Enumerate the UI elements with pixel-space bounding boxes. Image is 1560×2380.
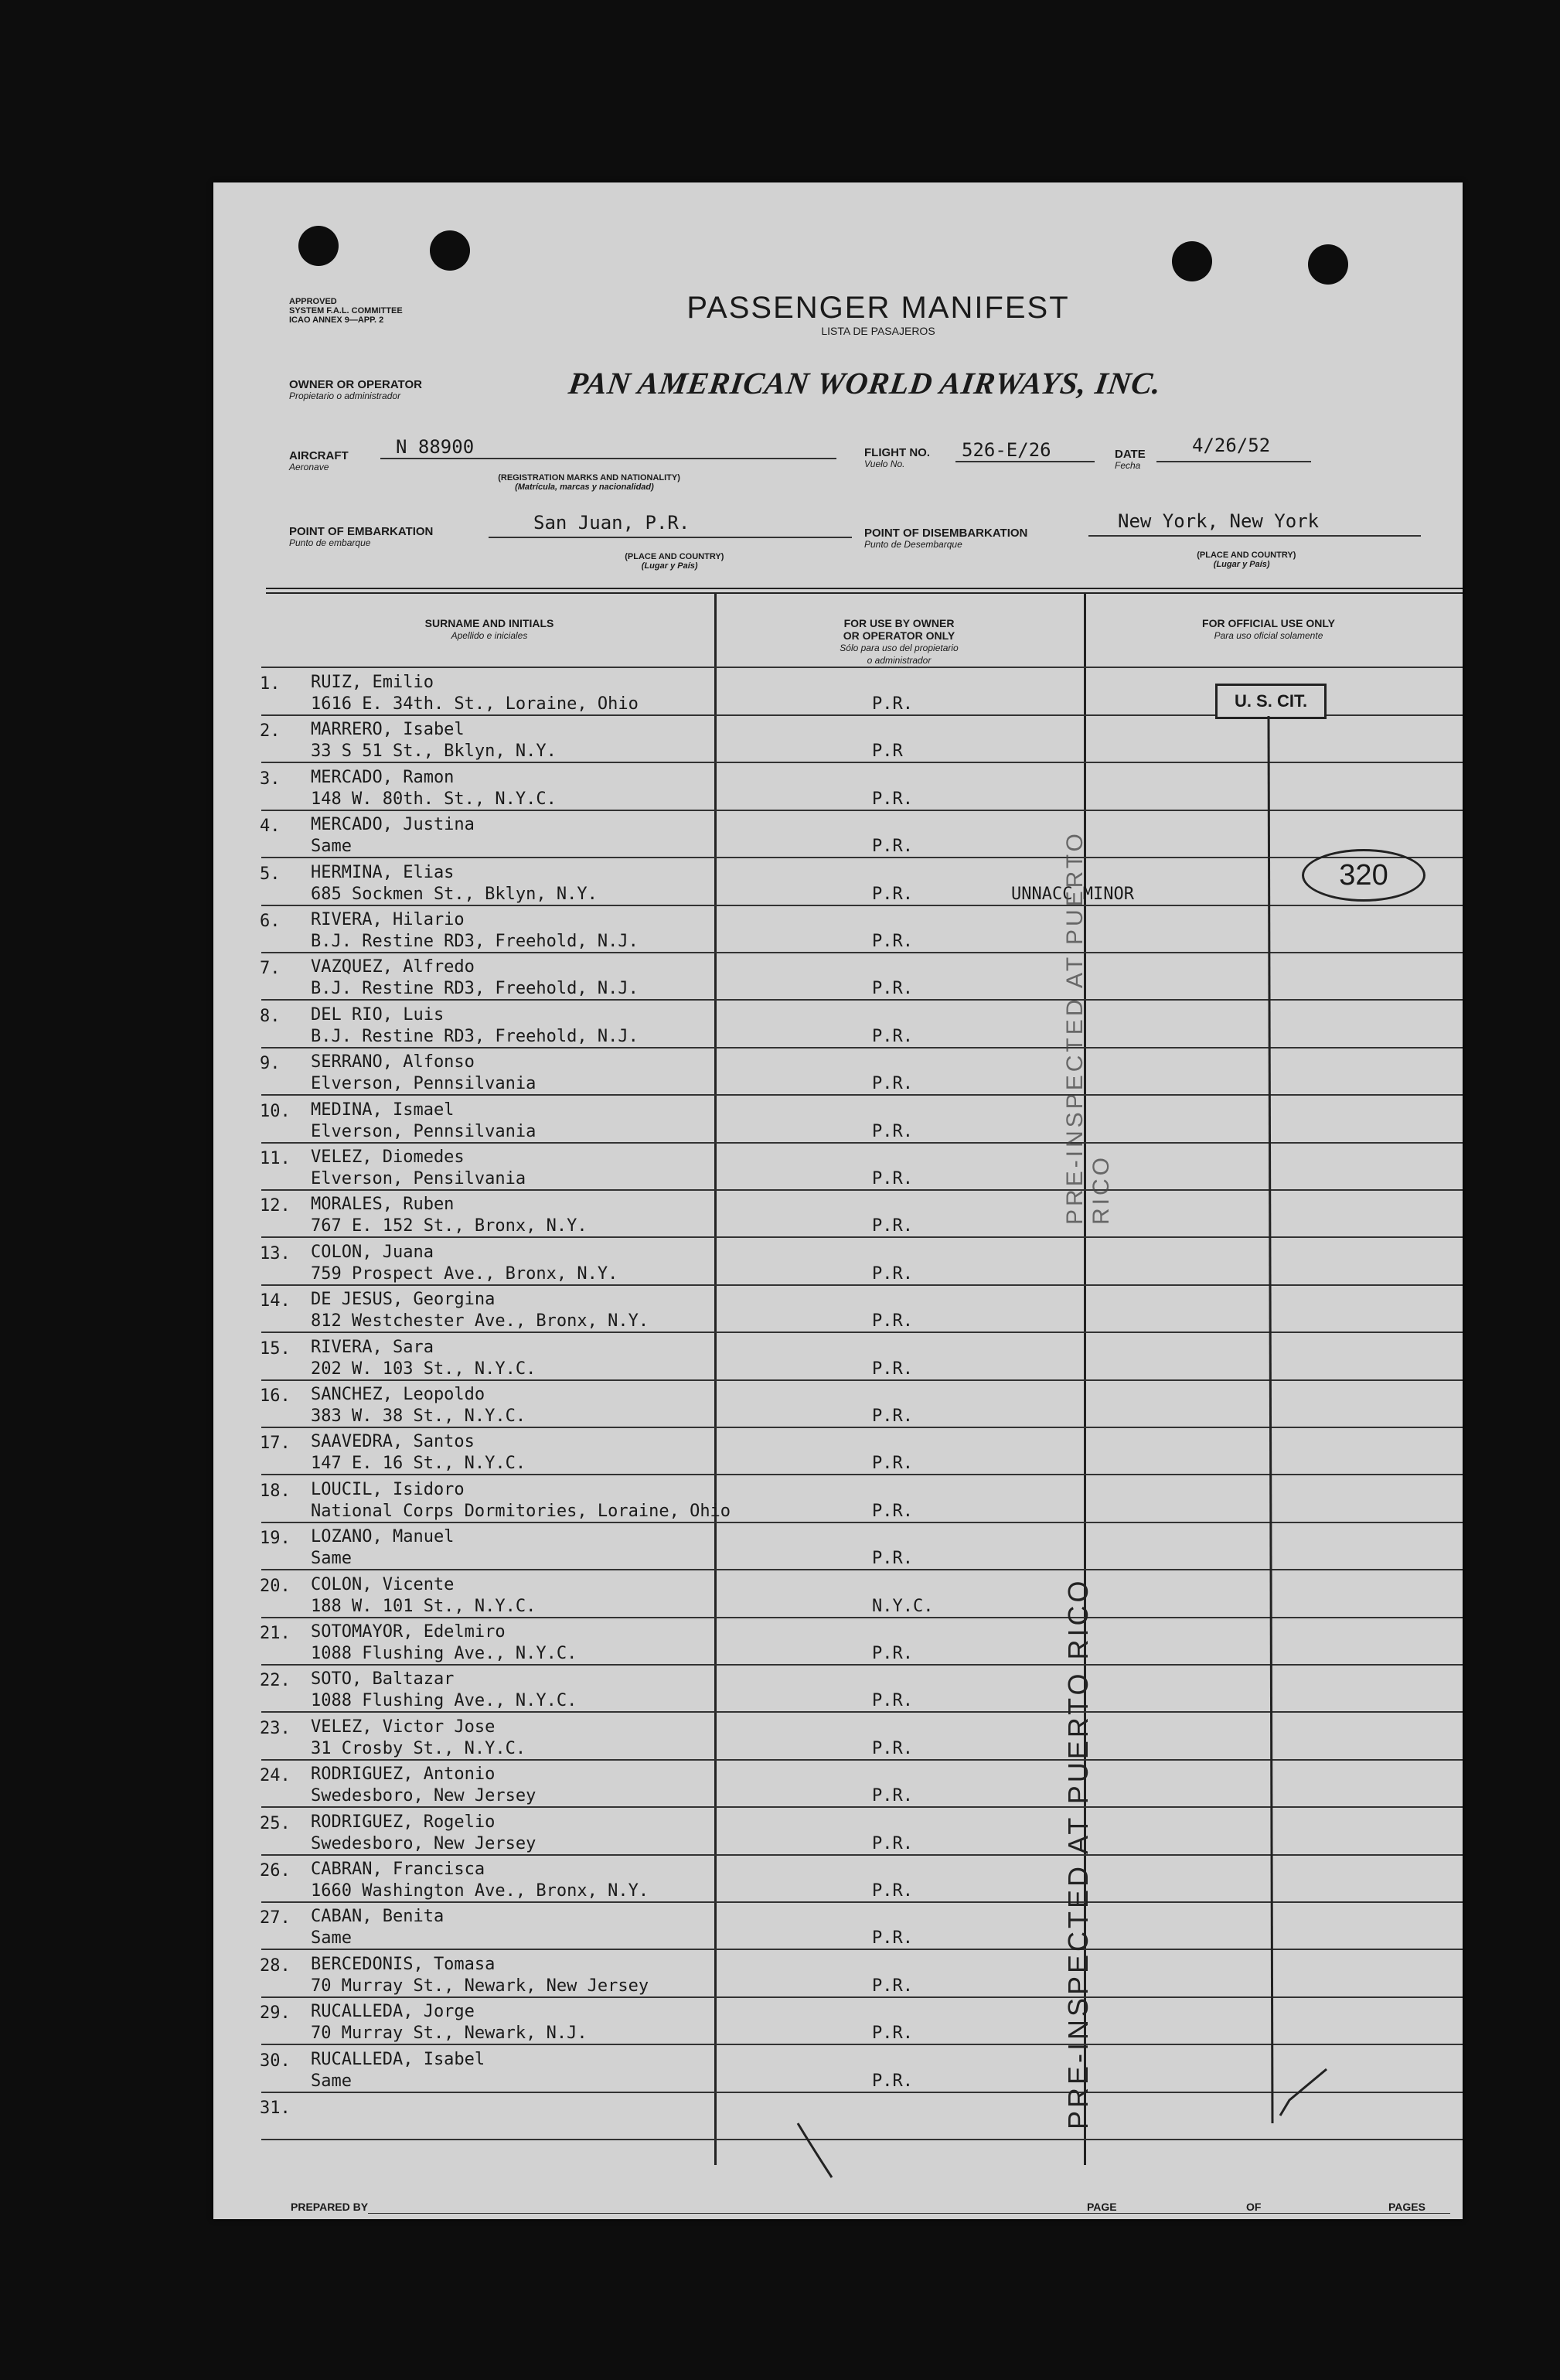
row-rule — [261, 999, 1463, 1001]
date-underline — [1156, 461, 1311, 462]
row-number: 3. — [260, 769, 281, 789]
row-number: 1. — [260, 674, 281, 694]
passenger-name: DEL RIO, Luis — [311, 1005, 444, 1025]
destination-code: P.R. — [872, 1691, 913, 1710]
passenger-name: CABAN, Benita — [311, 1907, 444, 1926]
passenger-address: National Corps Dormitories, Loraine, Ohio — [311, 1502, 731, 1521]
table-row — [213, 812, 1463, 858]
passenger-address: Same — [311, 837, 352, 856]
passenger-address: Swedesboro, New Jersey — [311, 1786, 536, 1805]
table-top-rule — [266, 588, 1463, 589]
table-row — [213, 1477, 1463, 1523]
passenger-address: 31 Crosby St., N.Y.C. — [311, 1739, 526, 1758]
punch-hole — [1308, 244, 1348, 285]
row-rule — [261, 1901, 1463, 1903]
row-number: 7. — [260, 959, 281, 978]
passenger-name: SERRANO, Alfonso — [311, 1052, 475, 1072]
passenger-address: B.J. Restine RD3, Freehold, N.J. — [311, 932, 639, 951]
flight-label: FLIGHT NO. Vuelo No. — [864, 446, 930, 469]
passenger-address: 767 E. 152 St., Bronx, N.Y. — [311, 1216, 588, 1236]
passenger-name: SOTOMAYOR, Edelmiro — [311, 1622, 506, 1642]
passenger-address: 812 Westchester Ave., Bronx, N.Y. — [311, 1311, 649, 1331]
destination-code: P.R. — [872, 789, 913, 809]
destination-code: P.R. — [872, 885, 913, 904]
passenger-address: Swedesboro, New Jersey — [311, 1834, 536, 1853]
passenger-address: Elverson, Pennsilvania — [311, 1074, 536, 1093]
pages-label: PAGES — [1388, 2201, 1425, 2213]
flight-value: 526-E/26 — [962, 439, 1051, 461]
destination-code: P.R. — [872, 1881, 913, 1901]
passenger-name: RODRIGUEZ, Antonio — [311, 1765, 496, 1784]
row-number: 22. — [260, 1671, 291, 1690]
row-rule — [261, 1759, 1463, 1761]
row-rule — [261, 1617, 1463, 1618]
passenger-name: RODRIGUEZ, Rogelio — [311, 1812, 496, 1832]
destination-code: P.R. — [872, 1311, 913, 1331]
column-header-operator: FOR USE BY OWNER OR OPERATOR ONLY Sólo para uso del propietario o administrador — [840, 617, 959, 666]
row-number: 31. — [260, 2099, 291, 2118]
owner-label: OWNER OR OPERATOR Propietario o administrador — [289, 378, 422, 401]
passenger-address: 147 E. 16 St., N.Y.C. — [311, 1454, 526, 1473]
row-rule — [261, 1047, 1463, 1048]
row-number: 27. — [260, 1908, 291, 1928]
column-header-official: FOR OFFICIAL USE ONLY Para uso oficial solamente — [1202, 617, 1335, 641]
row-number: 4. — [260, 817, 281, 836]
destination-code: P.R. — [872, 1834, 913, 1853]
row-rule — [261, 1474, 1463, 1475]
destination-code: N.Y.C. — [872, 1597, 934, 1616]
of-label: OF — [1246, 2201, 1262, 2213]
row-number: 2. — [260, 721, 281, 741]
destination-code: P.R. — [872, 1169, 913, 1188]
table-row — [213, 1857, 1463, 1903]
passenger-address: 148 W. 80th. St., N.Y.C. — [311, 789, 557, 809]
passenger-name: LOZANO, Manuel — [311, 1527, 455, 1546]
row-number: 19. — [260, 1529, 291, 1548]
passenger-name: RIVERA, Hilario — [311, 910, 465, 929]
row-rule — [261, 2092, 1463, 2093]
destination-code: P.R. — [872, 1122, 913, 1141]
disembarkation-label: POINT OF DISEMBARKATION Punto de Desembarque — [864, 527, 1028, 550]
passenger-name: SANCHEZ, Leopoldo — [311, 1385, 485, 1404]
passenger-name: SAAVEDRA, Santos — [311, 1432, 475, 1451]
column-header-name: SURNAME AND INITIALS Apellido e iniciales — [424, 617, 554, 641]
passenger-address: Same — [311, 1928, 352, 1948]
destination-code: P.R. — [872, 1216, 913, 1236]
destination-code: P.R. — [872, 1502, 913, 1521]
destination-code: P.R. — [872, 2071, 913, 2091]
row-rule — [261, 1236, 1463, 1238]
row-rule — [261, 2044, 1463, 2045]
row-rule — [261, 1094, 1463, 1096]
airline-name: PAN AMERICAN WORLD AIRWAYS, INC. — [566, 366, 1164, 401]
aircraft-label: AIRCRAFT Aeronave — [289, 449, 349, 472]
passenger-address: 1660 Washington Ave., Bronx, N.Y. — [311, 1881, 649, 1901]
preinspected-stamp-faded: PRE-INSPECTED AT PUERTO RICO — [1062, 830, 1114, 1225]
table-row — [213, 1382, 1463, 1428]
form-subtitle: LISTA DE PASAJEROS — [821, 325, 935, 337]
table-top-rule-2 — [266, 592, 1463, 594]
row-rule — [261, 810, 1463, 811]
row-number: 17. — [260, 1434, 291, 1453]
form-title: PASSENGER MANIFEST — [686, 291, 1070, 325]
embarkation-value: San Juan, P.R. — [533, 512, 690, 534]
row-rule — [261, 2139, 1463, 2140]
row-rule — [261, 1189, 1463, 1191]
destination-code: P.R. — [872, 1264, 913, 1284]
destination-code: P.R. — [872, 1027, 913, 1046]
row-number: 15. — [260, 1339, 291, 1359]
table-row — [213, 1714, 1463, 1761]
aircraft-underline — [380, 458, 836, 459]
row-rule — [261, 1569, 1463, 1570]
passenger-address: 759 Prospect Ave., Bronx, N.Y. — [311, 1264, 618, 1284]
passenger-address: 188 W. 101 St., N.Y.C. — [311, 1597, 536, 1616]
table-row — [213, 1239, 1463, 1286]
row-number: 8. — [260, 1007, 281, 1026]
destination-code: P.R. — [872, 1928, 913, 1948]
passenger-name: VELEZ, Victor Jose — [311, 1717, 496, 1737]
passenger-address: 33 S 51 St., Bklyn, N.Y. — [311, 742, 557, 761]
passenger-name: LOUCIL, Isidoro — [311, 1480, 465, 1499]
passenger-name: BERCEDONIS, Tomasa — [311, 1955, 496, 1974]
table-row — [213, 1335, 1463, 1381]
passenger-address: Same — [311, 2071, 352, 2091]
row-number: 18. — [260, 1482, 291, 1501]
row-rule — [261, 1522, 1463, 1523]
passenger-address: 1616 E. 34th. St., Loraine, Ohio — [311, 694, 639, 714]
aircraft-value: N 88900 — [396, 436, 475, 458]
row-number: 24. — [260, 1766, 291, 1785]
passenger-address: 383 W. 38 St., N.Y.C. — [311, 1407, 526, 1426]
row-number: 14. — [260, 1291, 291, 1311]
table-row — [213, 2094, 1463, 2140]
passenger-name: MARRERO, Isabel — [311, 720, 465, 739]
passenger-address: Elverson, Pensilvania — [311, 1169, 526, 1188]
passenger-address: 70 Murray St., Newark, New Jersey — [311, 1976, 649, 1996]
passenger-name: DE JESUS, Georgina — [311, 1290, 496, 1309]
row-rule — [261, 1711, 1463, 1713]
table-row — [213, 1524, 1463, 1570]
approval-note: APPROVED SYSTEM F.A.L. COMMITTEE ICAO ANNEX 9—APP. 2 — [289, 297, 403, 325]
table-row — [213, 1192, 1463, 1238]
passenger-name: HERMINA, Elias — [311, 863, 455, 882]
passenger-address: 202 W. 103 St., N.Y.C. — [311, 1359, 536, 1379]
us-citizen-stamp: U. S. CIT. — [1215, 684, 1327, 719]
disembarkation-value: New York, New York — [1118, 510, 1320, 532]
row-number: 20. — [260, 1577, 291, 1596]
preinspected-stamp: PRE-INSPECTED AT PUERTO RICO — [1062, 1577, 1094, 2129]
embarkation-label: POINT OF EMBARKATION Punto de embarque — [289, 525, 434, 548]
destination-code: P.R. — [872, 1644, 913, 1663]
row-rule — [261, 1806, 1463, 1808]
date-value: 4/26/52 — [1192, 435, 1271, 456]
table-row — [213, 717, 1463, 763]
passenger-address: B.J. Restine RD3, Freehold, N.J. — [311, 979, 639, 998]
row-number: 23. — [260, 1719, 291, 1738]
table-row — [213, 1666, 1463, 1713]
destination-code: P.R. — [872, 1549, 913, 1568]
table-row — [213, 1761, 1463, 1808]
row-number: 11. — [260, 1149, 291, 1168]
destination-code: P.R. — [872, 694, 913, 714]
table-row — [213, 860, 1463, 906]
passenger-name: MERCADO, Ramon — [311, 768, 455, 787]
punch-hole — [430, 230, 470, 271]
row-number: 25. — [260, 1814, 291, 1833]
destination-code: P.R. — [872, 1074, 913, 1093]
row-number: 16. — [260, 1386, 291, 1406]
destination-code: P.R. — [872, 1454, 913, 1473]
table-row — [213, 1002, 1463, 1048]
table-row — [213, 1429, 1463, 1475]
table-row — [213, 1097, 1463, 1144]
row-number: 10. — [260, 1102, 291, 1121]
passenger-name: COLON, Juana — [311, 1243, 434, 1262]
row-number: 5. — [260, 864, 281, 884]
destination-code: P.R. — [872, 1976, 913, 1996]
row-number: 6. — [260, 912, 281, 931]
table-row — [213, 765, 1463, 811]
passenger-name: COLON, Vicente — [311, 1575, 455, 1594]
row-rule — [261, 952, 1463, 953]
passenger-name: MORALES, Ruben — [311, 1195, 455, 1214]
table-row — [213, 1049, 1463, 1096]
footer-underline — [368, 2213, 1450, 2214]
manifest-page — [213, 182, 1463, 2219]
registration-note: (REGISTRATION MARKS AND NATIONALITY) (Matrícula, marcas y nacionalidad) — [498, 473, 680, 492]
passenger-name: RUCALLEDA, Jorge — [311, 2002, 475, 2021]
table-row — [213, 1999, 1463, 2045]
destination-code: P.R. — [872, 1786, 913, 1805]
passenger-address: 1088 Flushing Ave., N.Y.C. — [311, 1644, 577, 1663]
row-rule — [261, 1332, 1463, 1333]
remark: UNNACC MINOR — [1011, 885, 1134, 904]
table-row — [213, 1809, 1463, 1856]
destination-code: P.R. — [872, 2024, 913, 2043]
table-row — [213, 2047, 1463, 2093]
passenger-name: MERCADO, Justina — [311, 815, 475, 834]
row-number: 28. — [260, 1956, 291, 1976]
page-label: PAGE — [1087, 2201, 1117, 2213]
date-label: DATE Fecha — [1115, 448, 1146, 471]
passenger-name: MEDINA, Ismael — [311, 1100, 455, 1120]
table-row — [213, 1572, 1463, 1618]
embark-place-note: (PLACE AND COUNTRY) (Lugar y País) — [625, 552, 724, 571]
embarkation-underline — [489, 537, 852, 538]
table-row — [213, 1952, 1463, 1998]
row-rule — [261, 1379, 1463, 1381]
passenger-name: RUCALLEDA, Isabel — [311, 2050, 485, 2069]
header-bottom-rule — [261, 667, 1463, 668]
table-row — [213, 1619, 1463, 1666]
destination-code: P.R. — [872, 837, 913, 856]
passenger-address: 70 Murray St., Newark, N.J. — [311, 2024, 588, 2043]
row-rule — [261, 1142, 1463, 1144]
table-row — [213, 907, 1463, 953]
row-rule — [261, 1427, 1463, 1428]
table-row — [213, 1287, 1463, 1333]
destination-code: P.R. — [872, 1739, 913, 1758]
row-rule — [261, 905, 1463, 906]
passenger-name: CABRAN, Francisca — [311, 1860, 485, 1879]
row-number: 29. — [260, 2003, 291, 2023]
flight-underline — [955, 461, 1095, 462]
row-rule — [261, 1996, 1463, 1998]
prepared-by-label: PREPARED BY — [291, 2201, 369, 2213]
passenger-address: 685 Sockmen St., Bklyn, N.Y. — [311, 885, 598, 904]
disembark-place-note: (PLACE AND COUNTRY) (Lugar y País) — [1197, 551, 1296, 569]
passenger-name: RUIZ, Emilio — [311, 673, 434, 692]
disembarkation-underline — [1088, 535, 1421, 537]
passenger-name: VELEZ, Diomedes — [311, 1147, 465, 1167]
row-number: 13. — [260, 1244, 291, 1263]
row-rule — [261, 762, 1463, 763]
row-rule — [261, 1854, 1463, 1856]
row-number: 26. — [260, 1861, 291, 1880]
punch-hole — [1172, 241, 1212, 281]
table-row — [213, 1904, 1463, 1950]
passenger-address: Elverson, Pennsilvania — [311, 1122, 536, 1141]
row-rule — [261, 1949, 1463, 1950]
destination-code: P.R — [872, 742, 903, 761]
passenger-name: SOTO, Baltazar — [311, 1669, 455, 1689]
table-row — [213, 954, 1463, 1001]
passenger-name: RIVERA, Sara — [311, 1338, 434, 1357]
row-rule — [261, 1664, 1463, 1666]
destination-code: P.R. — [872, 932, 913, 951]
row-number: 30. — [260, 2051, 291, 2071]
row-rule — [261, 857, 1463, 858]
passenger-address: 1088 Flushing Ave., N.Y.C. — [311, 1691, 577, 1710]
punch-hole — [298, 226, 339, 266]
row-rule — [261, 1284, 1463, 1286]
table-row — [213, 1144, 1463, 1191]
passenger-count-circle: 320 — [1302, 849, 1425, 902]
destination-code: P.R. — [872, 1359, 913, 1379]
passenger-name: VAZQUEZ, Alfredo — [311, 957, 475, 977]
row-number: 9. — [260, 1054, 281, 1073]
destination-code: P.R. — [872, 1407, 913, 1426]
row-number: 21. — [260, 1624, 291, 1643]
row-number: 12. — [260, 1196, 291, 1216]
destination-code: P.R. — [872, 979, 913, 998]
passenger-address: B.J. Restine RD3, Freehold, N.J. — [311, 1027, 639, 1046]
passenger-address: Same — [311, 1549, 352, 1568]
